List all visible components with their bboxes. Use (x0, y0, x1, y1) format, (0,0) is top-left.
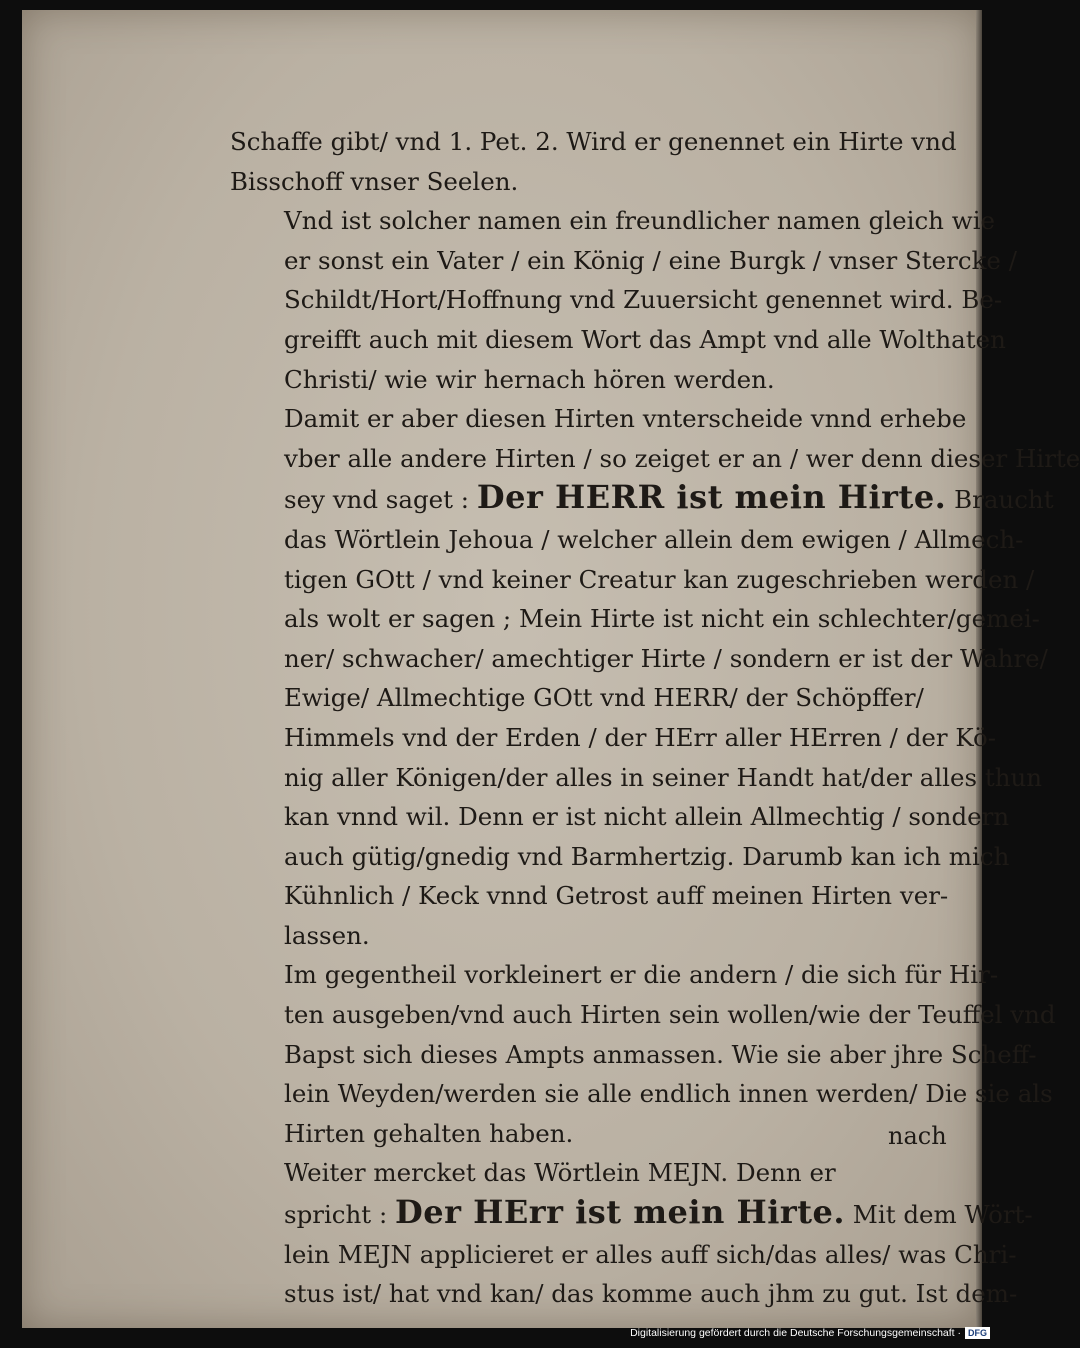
emphasis-text: Der HERR ist mein Hirte. (476, 478, 947, 517)
text-line: Schaffe gibt/ vnd 1. Pet. 2. Wird er genennet ein Hirte vnd (230, 127, 957, 156)
paragraph-5 (230, 1153, 1033, 1313)
text-line: lassen. (284, 920, 370, 950)
text-line: lein Weyden/werden sie alle endlich innen werden/ Die sie als (284, 1079, 1053, 1109)
text-line (230, 478, 1054, 520)
text-fragment: sey vnd saget : (284, 485, 470, 515)
text-line: Vnd ist solcher namen ein freundlicher namen gleich wie (284, 206, 996, 236)
scanned-page (22, 10, 1080, 1328)
digitization-credit (630, 1326, 990, 1340)
text-line: Damit er aber diesen Hirten vnterscheide vnnd erhebe (284, 404, 967, 434)
paragraph-1 (230, 122, 957, 201)
text-fragment: spricht : (284, 1200, 388, 1230)
text-line: vber alle andere Hirten / so zeiget er an / wer denn dieser Hirte (284, 443, 1080, 473)
text-line: auch gütig/gnedig vnd Barmhertzig. Darumb kan ich mich (284, 841, 1010, 871)
text-fragment: Braucht (954, 485, 1054, 515)
text-line: lein MEJN applicieret er alles auff sich/das alles/ was Chri- (284, 1239, 1017, 1269)
text-line: greifft auch mit diesem Wort das Ampt vnd alle Wolthaten (284, 324, 1006, 354)
text-line: Bapst sich dieses Ampts anmassen. Wie sie aber jhre Scheff- (284, 1039, 1037, 1069)
text-line: Weiter mercket das Wörtlein MEJN. Denn er (284, 1158, 836, 1188)
paragraph-2 (230, 201, 1017, 399)
text-line: Hirten gehalten haben. (284, 1118, 574, 1148)
credit-text: Digitalisierung gefördert durch die Deutsche Forschungsgemeinschaft · (630, 1327, 961, 1339)
text-line: das Wörtlein Jehoua / welcher allein dem ewigen / Allmech- (284, 524, 1024, 554)
text-line: stus ist/ hat vnd kan/ das komme auch jhm zu gut. Ist dem- (284, 1279, 1018, 1309)
emphasis-text: Der HErr ist mein Hirte. (395, 1193, 845, 1232)
text-line: ner/ schwacher/ amechtiger Hirte / sondern er ist der Wahre/ (284, 643, 1048, 673)
text-line: Schildt/Hort/Hoffnung vnd Zuuersicht genennet wird. Be- (284, 285, 1003, 315)
text-line: ten ausgeben/vnd auch Hirten sein wollen/wie der Teuffel vnd (284, 1000, 1056, 1030)
paragraph-4 (230, 955, 1056, 1153)
text-line: er sonst ein Vater / ein König / eine Burgk / vnser Stercke / (284, 245, 1017, 275)
text-line: Christi/ wie wir hernach hören werden. (284, 364, 775, 394)
text-line: Bisschoff vnser Seelen. (230, 166, 519, 196)
text-line: Kühnlich / Keck vnnd Getrost auff meinen Hirten ver- (284, 881, 949, 911)
text-line: kan vnnd wil. Denn er ist nicht allein Allmechtig / sondern (284, 802, 1010, 832)
text-line: nig aller Königen/der alles in seiner Handt hat/der alles thun (284, 762, 1043, 792)
text-block (230, 122, 1080, 1314)
text-fragment: Mit dem Wört- (852, 1200, 1033, 1230)
paragraph-3 (230, 399, 1080, 955)
text-line: Himmels vnd der Erden / der HErr aller HErren / der Kö- (284, 722, 997, 752)
text-line: tigen GOtt / vnd keiner Creatur kan zugeschrieben werden / (284, 564, 1035, 594)
text-line: Ewige/ Allmechtige GOtt vnd HERR/ der Schöpffer/ (284, 683, 924, 713)
catchword: nach (888, 1122, 947, 1150)
text-line: als wolt er sagen ; Mein Hirte ist nicht ein schlechter/gemei- (284, 604, 1040, 634)
text-line (230, 1193, 1033, 1235)
text-line: Im gegentheil vorkleinert er die andern / die sich für Hir- (284, 960, 999, 990)
dfg-logo: DFG (965, 1327, 990, 1339)
